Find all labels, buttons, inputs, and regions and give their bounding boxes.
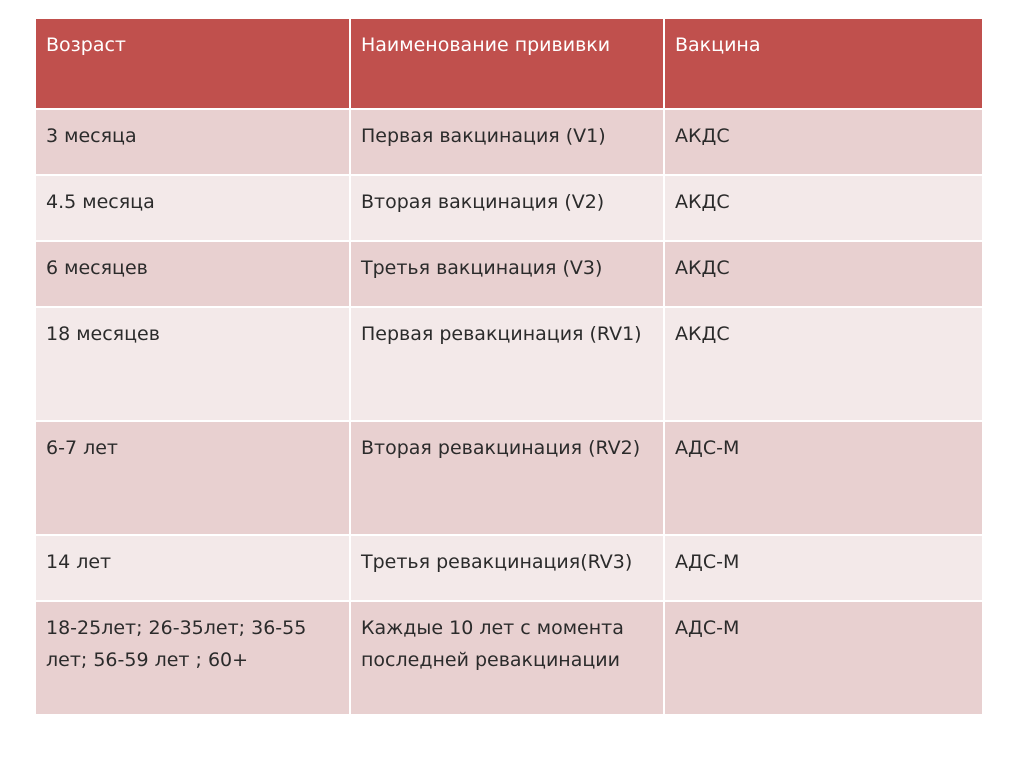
cell-vaccine: АДС-М [664,535,983,601]
header-vaccine: Вакцина [664,18,983,109]
cell-vaccination-name: Вторая вакцинация (V2) [350,175,664,241]
table-row [35,241,983,307]
cell-vaccination-name: Третья ревакцинация(RV3) [350,535,664,601]
table-row [35,421,983,535]
cell-vaccine: АКДС [664,109,983,175]
cell-age: 6-7 лет [35,421,350,535]
table-row [35,601,983,715]
cell-age: 14 лет [35,535,350,601]
cell-vaccine: АДС-М [664,421,983,535]
cell-vaccine: АКДС [664,175,983,241]
table-row [35,175,983,241]
cell-vaccination-name: Каждые 10 лет с момента последней ревакцинации [350,601,664,715]
cell-age: 6 месяцев [35,241,350,307]
table-body [35,109,983,715]
table-row [35,307,983,421]
header-age: Возраст [35,18,350,109]
cell-age: 18 месяцев [35,307,350,421]
cell-vaccine: АКДС [664,307,983,421]
cell-age: 3 месяца [35,109,350,175]
cell-vaccine: АКДС [664,241,983,307]
table-header [35,18,983,109]
cell-age: 4.5 месяца [35,175,350,241]
cell-vaccination-name: Первая ревакцинация (RV1) [350,307,664,421]
cell-vaccination-name: Третья вакцинация (V3) [350,241,664,307]
vaccination-schedule-table [34,17,984,716]
cell-vaccination-name: Первая вакцинация (V1) [350,109,664,175]
header-vaccination-name: Наименование прививки [350,18,664,109]
cell-vaccine: АДС-М [664,601,983,715]
cell-age: 18-25лет; 26-35лет; 36-55 лет; 56-59 лет ; 60+ [35,601,350,715]
cell-vaccination-name: Вторая ревакцинация (RV2) [350,421,664,535]
header-row [35,18,983,109]
table-row [35,109,983,175]
table-row [35,535,983,601]
